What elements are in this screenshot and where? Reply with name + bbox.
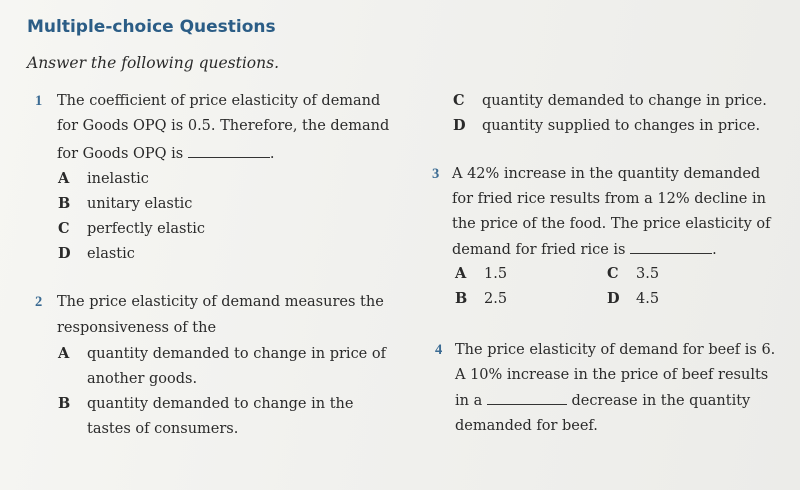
option-text[interactable]: inelastic [87, 171, 149, 187]
answer-blank[interactable] [487, 390, 567, 405]
question-text-line: The coefficient of price elasticity of demand [57, 93, 381, 109]
option-letter: C [58, 220, 70, 237]
option-text[interactable]: 4.5 [636, 291, 660, 307]
question-text-line: responsiveness of the [57, 320, 217, 336]
answer-blank[interactable] [188, 143, 270, 158]
question-text-line: demand for fried rice is . [452, 239, 717, 260]
section-heading: Multiple-choice Questions [27, 17, 276, 37]
question-text-line: for Goods OPQ is 0.5. Therefore, the demand [57, 118, 390, 134]
question-number: 4 [435, 342, 443, 358]
question-number: 2 [35, 294, 43, 310]
question-text-line: for Goods OPQ is . [57, 143, 274, 164]
question-number: 1 [35, 93, 43, 109]
option-text[interactable]: elastic [87, 246, 135, 262]
option-letter: D [607, 290, 620, 307]
option-letter: B [58, 195, 71, 212]
question-text-line: The price elasticity of demand measures the [57, 294, 384, 310]
option-letter: D [453, 117, 466, 134]
answer-blank[interactable] [630, 239, 712, 254]
option-letter: C [607, 265, 619, 282]
option-text[interactable]: 3.5 [636, 266, 660, 282]
option-letter: D [58, 245, 71, 262]
option-text[interactable]: unitary elastic [87, 196, 193, 212]
option-text[interactable]: tastes of consumers. [87, 421, 239, 437]
question-text-line: The price elasticity of demand for beef is 6. [455, 342, 776, 358]
option-text[interactable]: another goods. [87, 371, 198, 387]
question-text-line: demanded for beef. [455, 418, 598, 434]
question-text-line: A 42% increase in the quantity demanded [452, 166, 761, 182]
option-text[interactable]: 1.5 [484, 266, 508, 282]
option-letter: A [58, 170, 70, 187]
option-letter: C [453, 92, 465, 109]
option-text[interactable]: quantity demanded to change in the [87, 396, 354, 412]
option-letter: B [58, 395, 71, 412]
question-text-line: the price of the food. The price elasticity of [452, 216, 771, 232]
question-number: 3 [432, 166, 440, 182]
option-text[interactable]: 2.5 [484, 291, 508, 307]
option-text[interactable]: quantity demanded to change in price. [482, 93, 767, 109]
option-letter: A [58, 345, 70, 362]
option-text[interactable]: quantity demanded to change in price of [87, 346, 386, 362]
instructions: Answer the following questions. [27, 54, 280, 72]
question-text-line: for fried rice results from a 12% decline in [452, 191, 766, 207]
option-text[interactable]: perfectly elastic [87, 221, 206, 237]
option-letter: A [455, 265, 467, 282]
question-text-line: A 10% increase in the price of beef results [455, 367, 769, 383]
question-text-line: in a decrease in the quantity [455, 390, 750, 411]
option-letter: B [455, 290, 468, 307]
option-text[interactable]: quantity supplied to changes in price. [482, 118, 761, 134]
